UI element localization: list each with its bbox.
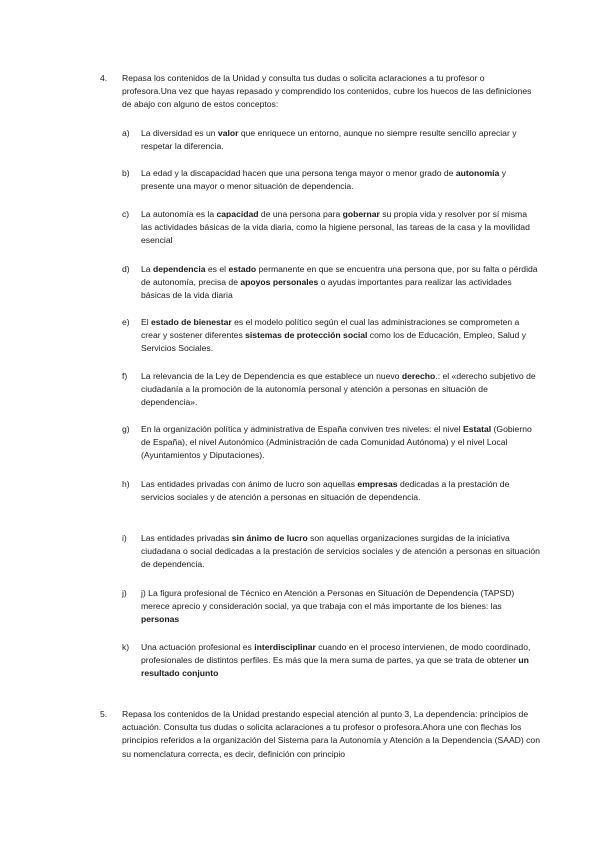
item-text: La dependencia es el estado permanente en que se encuentra una persona que, por su falta o pérdida de autonomía, precisa de apoyos personales o ayudas importantes para realizar las actividades básicas de la vida diaria: [141, 264, 538, 301]
item-letter: a): [122, 128, 130, 138]
item-text: Las entidades privadas con ánimo de lucro son aquellas empresas dedicadas a la prestación de servicios sociales y de atención a personas en situación de dependencia.: [141, 479, 510, 503]
item-text: La relevancia de la Ley de Dependencia es que establece un nuevo derecho.: el «derecho subjetivo de ciudadanía a la promoción de la autonomía personal y atención a personas en situación de dependencia».: [141, 371, 536, 408]
item-letter: d): [122, 264, 130, 274]
item-text: El estado de bienestar es el modelo político según el cual las administraciones se comprometen a crear y sostener diferentes sistemas de protección social como los de Educación, Empleo, Salud y Servicios Sociales.: [141, 317, 527, 354]
item-text: La diversidad es un valor que enriquece un entorno, aunque no siempre resulte sencillo apreciar y respetar la diferencia.: [141, 128, 517, 152]
question-number: 5.: [100, 709, 108, 719]
item-text: La edad y la discapacidad hacen que una persona tenga mayor o menor grado de autonomía y presente una mayor o menor situación de dependencia.: [141, 168, 506, 192]
list-item: [100, 370, 540, 410]
item-letter: k): [122, 642, 130, 652]
item-text: Una actuación profesional es interdisciplinar cuando en el proceso intervienen, de modo coordinado, profesionales de distintos perfiles. Es más que la mera suma de partes, ya que se trata de obtener un resultado conjunto: [141, 642, 531, 679]
list-item: [100, 167, 540, 193]
item-letter: b): [122, 168, 130, 178]
item-letter: g): [122, 424, 130, 434]
item-letter: h): [122, 479, 130, 489]
list-item: [100, 208, 540, 248]
item-text: j) La figura profesional de Técnico en Atención a Personas en Situación de Dependencia (TAPSD) merece aprecio y consideración social, ya que trabaja con el más importante de los bienes: las personas: [141, 588, 515, 625]
list-item: [100, 127, 540, 153]
item-text: En la organización política y administrativa de España conviven tres niveles: el nivel Estatal (Gobierno de España), el nivel Autonómico (Administración de cada Comunidad Autónoma) y el nivel Local (Ayuntamientos y Diputaciones).: [141, 424, 532, 461]
question-number: 4.: [100, 73, 108, 83]
list-item: [100, 641, 540, 681]
item-letter: i): [122, 533, 127, 543]
list-item: [100, 587, 540, 627]
question-text: Repasa los contenidos de la Unidad y consulta tus dudas o solicita aclaraciones a tu profesor o profesora.Una vez que hayas repasado y comprendido los contenidos, cubre los huecos de las definiciones de abajo con alguno de estos conceptos:: [122, 73, 532, 110]
item-letter: f): [122, 371, 128, 381]
question-5: [100, 708, 540, 761]
item-text: La autonomía es la capacidad de una persona para gobernar su propia vida y resolver por sí misma las actividades básicas de la vida diaria, como la higiene personal, las tareas de la casa y la movilidad esencial: [141, 209, 530, 246]
question-text: Repasa los contenidos de la Unidad prestando especial atención al punto 3, La dependencia: principios de actuación. Consulta tus dudas o solicita aclaraciones a tu profesor o profesora.Ahora une con flechas los principios referidos a la organización del Sistema para la Autonomía y Atención a la Dependencia (SAAD) con su nomenclatura correcta, es decir, definición con principio: [122, 709, 540, 759]
item-letter: e): [122, 317, 130, 327]
question-4: [100, 72, 540, 112]
list-item: [100, 478, 540, 504]
item-letter: j): [122, 588, 127, 598]
list-item: [100, 316, 540, 356]
item-letter: c): [122, 209, 130, 219]
list-item: [100, 263, 540, 303]
item-text: Las entidades privadas sin ánimo de lucro son aquellas organizaciones surgidas de la iniciativa ciudadana o social dedicadas a la prestación de servicios sociales y de atención a personas en situación de dependencia.: [141, 533, 540, 570]
list-item: [100, 532, 540, 572]
list-item: [100, 423, 540, 463]
